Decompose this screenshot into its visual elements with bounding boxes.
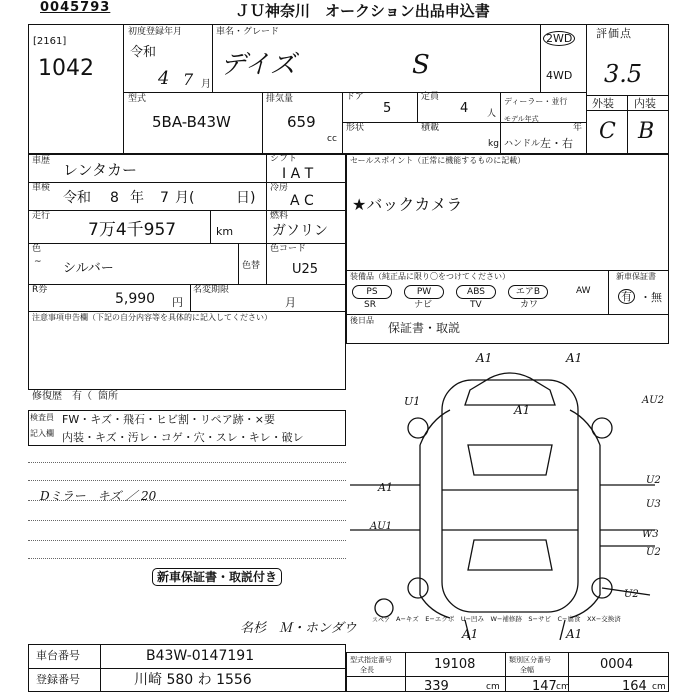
- color-value: シルバー: [63, 261, 114, 276]
- equip-airbag: エアB: [508, 285, 548, 299]
- sales-point-label: セールスポイント（正常に機能するものに記載）: [350, 156, 526, 165]
- interior-value: B: [638, 119, 655, 144]
- rating-label: 評価点: [596, 27, 632, 40]
- car-diagram: [350, 350, 670, 640]
- model-year-label: モデル年式: [504, 115, 539, 123]
- new-warranty-has: 有: [618, 291, 635, 302]
- mark-a1-top-left: A1: [476, 351, 493, 365]
- mark-au2: AU2: [642, 395, 665, 406]
- mark-spare: スペア: [372, 617, 391, 624]
- equip-sr: SR: [364, 300, 376, 310]
- doors-value: 5: [383, 101, 392, 116]
- registration-year: 4: [158, 68, 170, 89]
- doors-label: ドア: [346, 92, 364, 102]
- height-value: 164: [622, 679, 647, 694]
- drive-4wd: 4WD: [546, 69, 573, 82]
- equip-abs: ABS: [456, 285, 496, 299]
- inspector-signature: 名杉 Ｍ・ホンダウ: [240, 621, 357, 636]
- mileage-unit: km: [216, 225, 234, 238]
- handwritten-note: Dミラー キズ ／ 20: [40, 489, 157, 503]
- repair-value: 有（: [72, 391, 92, 402]
- mark-u2b: U2: [646, 547, 661, 558]
- equipment-label: 装備品（純正品に限り〇をつけてください）: [350, 272, 510, 281]
- mark-a1-top-right: A1: [566, 351, 583, 365]
- inspection-era: 令和: [63, 190, 91, 206]
- fuel-label: 燃料: [270, 211, 289, 221]
- color-swap-label: 色替: [242, 261, 261, 271]
- defects-label-2: 記入欄: [30, 429, 54, 438]
- color-code-label: 色コード: [270, 244, 307, 254]
- defect-legend: A−キズ E−エクボ U−凹み W−補修跡 S−サビ C−腐食 XX−交換済: [396, 615, 621, 623]
- new-warranty-label: 新車保証書: [616, 272, 656, 281]
- docs-value: 保証書・取説: [388, 321, 461, 335]
- mileage-value: 7万4千957: [88, 220, 177, 240]
- shift-label: シフト: [270, 154, 298, 164]
- name-change-unit: 月: [285, 296, 296, 309]
- class-label: 類別区分番号: [509, 656, 551, 664]
- color-code-value: U25: [292, 262, 319, 277]
- lot-code: [2161]: [33, 36, 67, 47]
- registration-month-unit: 月: [201, 79, 211, 90]
- displacement-value: 659: [287, 113, 316, 131]
- vehicle-name-label: 車名・グレード: [216, 27, 280, 37]
- capacity-unit: 人: [487, 109, 497, 119]
- length-value: 339: [424, 679, 449, 694]
- color-note: ~: [34, 257, 42, 267]
- vehicle-name: デイズ: [220, 50, 296, 80]
- form-title: ＪＵ神奈川 オークション出品申込書: [235, 2, 490, 20]
- interior-label: 内装: [634, 97, 656, 110]
- mark-a1-left: A1: [378, 481, 393, 494]
- equip-tv: TV: [470, 300, 482, 310]
- load-unit: kg: [488, 139, 499, 149]
- handle-label: ハンドル: [504, 139, 541, 149]
- equip-leather: カワ: [520, 300, 539, 310]
- displacement-label: 排気量: [266, 94, 294, 104]
- model-spec-sub: 全長: [360, 666, 374, 674]
- plate-value: 川崎 580 わ 1556: [134, 672, 252, 688]
- inspection-year: 8: [110, 190, 119, 206]
- equip-ps: PS: [352, 285, 392, 299]
- mark-au1-left: AU1: [370, 521, 393, 532]
- width-value: 147: [532, 679, 557, 694]
- inspection-month: 7: [160, 190, 169, 206]
- model-label: 型式: [128, 94, 147, 104]
- registration-month: 7: [183, 70, 194, 89]
- length-unit: cm: [486, 682, 500, 692]
- chassis-value: B43W-0147191: [146, 648, 255, 664]
- height-unit: cm: [652, 682, 666, 692]
- recycle-unit: 円: [172, 296, 183, 309]
- capacity-value: 4: [460, 101, 469, 116]
- equip-aw: AW: [576, 286, 591, 296]
- inspection-month-unit: 月(: [175, 190, 195, 206]
- lot-number: 1042: [38, 56, 94, 81]
- shift-value: I A T: [282, 166, 314, 182]
- mark-u2: U2: [646, 475, 661, 486]
- inspection-day-unit: 日): [236, 190, 256, 206]
- repair-unit: 箇所: [98, 391, 118, 402]
- name-change-label: 名変期限: [193, 285, 230, 295]
- stock-number: 0045793: [40, 0, 111, 15]
- registration-era: 令和: [130, 45, 157, 60]
- dealer-label: ディーラー・並行: [504, 97, 568, 106]
- registration-label: 初度登録年月: [128, 27, 183, 37]
- mark-u1: U1: [404, 395, 421, 408]
- inspection-year-unit: 年: [130, 190, 144, 206]
- sales-block: [346, 154, 669, 344]
- equip-navi: ナビ: [414, 300, 433, 310]
- docs-label: 後日品: [350, 316, 374, 325]
- defects-interior: 内装・キズ・汚レ・コゲ・穴・スレ・キレ・破レ: [62, 431, 304, 444]
- mark-a1-center: A1: [514, 403, 531, 417]
- model-year-unit: 年: [573, 123, 583, 133]
- class-sub: 全幅: [520, 666, 534, 674]
- defects-label-1: 検査員: [30, 413, 54, 422]
- drive-2wd: 2WD: [543, 33, 575, 44]
- chassis-label: 車台番号: [36, 649, 80, 662]
- history-value: レンタカー: [63, 161, 138, 179]
- new-warranty-none: ・無: [640, 291, 662, 304]
- mark-u2c: U2: [624, 589, 639, 600]
- sales-point-value: ★バックカメラ: [352, 195, 463, 214]
- shape-label: 形状: [346, 123, 365, 133]
- color-label: 色: [32, 244, 42, 254]
- displacement-unit: cc: [327, 134, 337, 144]
- rating-score: 3.5: [604, 60, 643, 88]
- history-label: 車歴: [32, 156, 51, 166]
- capacity-label: 定員: [421, 92, 440, 102]
- mark-w3: W3: [642, 529, 659, 540]
- model-spec-label: 型式指定番号: [350, 656, 392, 664]
- inspection-label: 車検: [32, 183, 51, 193]
- mark-a1-bottom-right: A1: [566, 627, 583, 641]
- exterior-value: C: [599, 119, 616, 144]
- load-label: 積載: [421, 123, 440, 133]
- repair-label: 修復歴: [32, 391, 62, 402]
- handle-value: 左・右: [540, 137, 573, 150]
- ac-label: 冷房: [270, 183, 289, 193]
- class-value: 0004: [600, 657, 634, 672]
- plate-label: 登録番号: [36, 673, 80, 686]
- vehicle-grade: S: [412, 50, 430, 80]
- width-unit: cm: [556, 682, 570, 692]
- exterior-label: 外装: [592, 97, 614, 110]
- recycle-label: R券: [32, 285, 48, 295]
- mark-a1-bottom-left: A1: [462, 627, 479, 641]
- notes-label: 注意事項申告欄（下記の自分内容等を具体的に記入してください）: [32, 313, 272, 322]
- model-spec-value: 19108: [434, 657, 476, 672]
- warranty-stamp: 新車保証書・取説付き: [152, 568, 282, 586]
- equip-pw: PW: [404, 285, 444, 299]
- model-value: 5BA-B43W: [152, 113, 231, 131]
- fuel-value: ガソリン: [272, 223, 328, 239]
- mark-u3: U3: [646, 499, 661, 510]
- ac-value: A C: [290, 193, 314, 209]
- mileage-label: 走行: [32, 211, 51, 221]
- defects-fw: FW・キズ・飛石・ヒビ割・リペア跡・×要: [62, 413, 275, 426]
- recycle-value: 5,990: [115, 291, 156, 307]
